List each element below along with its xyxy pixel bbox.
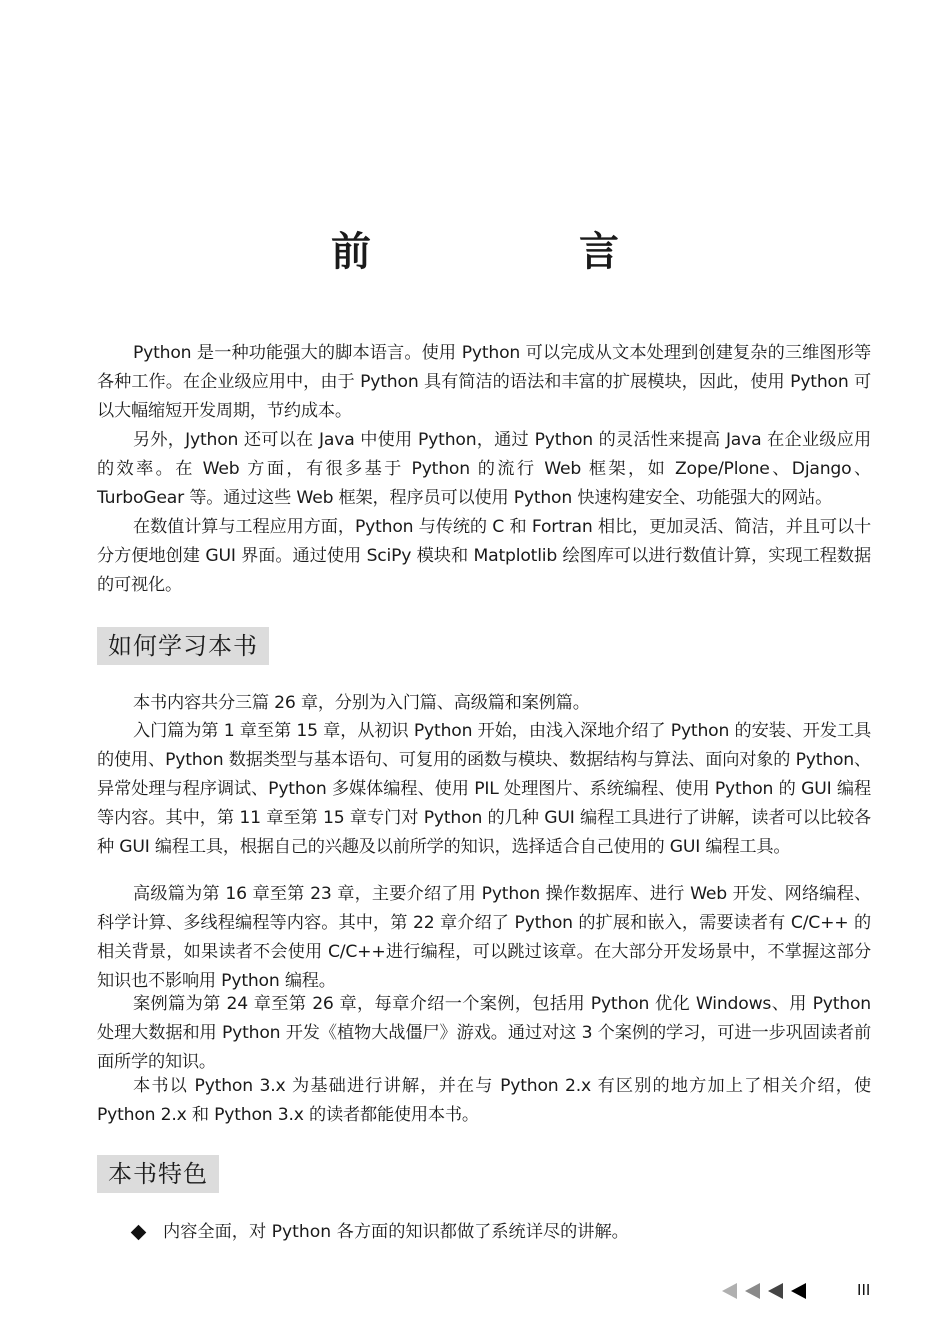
how-to-paragraph-5: 本书以 Python 3.x 为基础进行讲解，并在与 Python 2.x 有区别的地方加上了相关介绍，使 Python 2.x 和 Python 3.x 的读者都能使用本书。	[97, 1076, 871, 1125]
section-heading-features: 本书特色	[97, 1155, 219, 1193]
section-heading-how-to-learn: 如何学习本书	[97, 627, 269, 665]
how-to-paragraph-1: 本书内容共分三篇 26 章，分别为入门篇、高级篇和案例篇。	[133, 693, 590, 713]
left-triangle-icon	[745, 1283, 760, 1299]
intro-paragraph-2: 另外，Jython 还可以在 Java 中使用 Python，通过 Python 的灵活性来提高 Java 在企业级应用的效率。在 Web 方面，有很多基于 Python 的流行 Web 框架，如 Zope/Plone、Django、TurboGear 等。通过这些 Web 框架，程序员可以使用 Python 快速构建安全、功能强大的网站。	[97, 430, 871, 508]
feature-list-item	[131, 1218, 871, 1247]
intro-paragraph-1: Python 是一种功能强大的脚本语言。使用 Python 可以完成从文本处理到创建复杂的三维图形等各种工作。在企业级应用中，由于 Python 具有简洁的语法和丰富的扩展模块，因此，使用 Python 可以大幅缩短开发周期，节约成本。	[97, 343, 871, 421]
left-triangle-icon	[768, 1283, 783, 1299]
how-to-paragraph-3: 高级篇为第 16 章至第 23 章，主要介绍了用 Python 操作数据库、进行 Web 开发、网络编程、科学计算、多线程编程等内容。其中，第 22 章介绍了 Python 的扩展和嵌入，需要读者有 C/C++ 的相关背景，如果读者不会使用 C/C++进行编程，可以跳过该章。在大部分开发场景中，不掌握这部分知识也不影响用 Python 编程。	[97, 884, 871, 991]
intro-paragraph-3: 在数值计算与工程应用方面，Python 与传统的 C 和 Fortran 相比，更加灵活、简洁，并且可以十分方便地创建 GUI 界面。通过使用 SciPy 模块和 Matplotlib 绘图库可以进行数值计算，实现工程数据的可视化。	[97, 517, 871, 595]
page-title: 前 言	[331, 229, 703, 275]
diamond-bullet-icon	[131, 1225, 147, 1241]
how-to-paragraph-2: 入门篇为第 1 章至第 15 章，从初识 Python 开始，由浅入深地介绍了 Python 的安装、开发工具的使用、Python 数据类型与基本语句、可复用的函数与模块、数据结构与算法、面向对象的 Python、异常处理与程序调试、Python 多媒体编程、使用 PIL 处理图片、系统编程、使用 Python 的 GUI 编程等内容。其中，第 11 章至第 15 章专门对 Python 的几种 GUI 编程工具进行了讲解，读者可以比较各种 GUI 编程工具，根据自己的兴趣及以前所学的知识，选择适合自己使用的 GUI 编程工具。	[97, 721, 871, 857]
feature-item-text: 内容全面，对 Python 各方面的知识都做了系统详尽的讲解。	[163, 1222, 629, 1242]
left-triangle-icon	[722, 1283, 737, 1299]
left-triangle-icon	[791, 1283, 806, 1299]
page-number: III	[857, 1282, 871, 1299]
how-to-paragraph-4: 案例篇为第 24 章至第 26 章，每章介绍一个案例，包括用 Python 优化 Windows、用 Python 处理大数据和用 Python 开发《植物大战僵尸》游戏。通过对这 3 个案例的学习，可进一步巩固读者前面所学的知识。	[97, 994, 871, 1072]
footer-decoration	[722, 1282, 814, 1300]
